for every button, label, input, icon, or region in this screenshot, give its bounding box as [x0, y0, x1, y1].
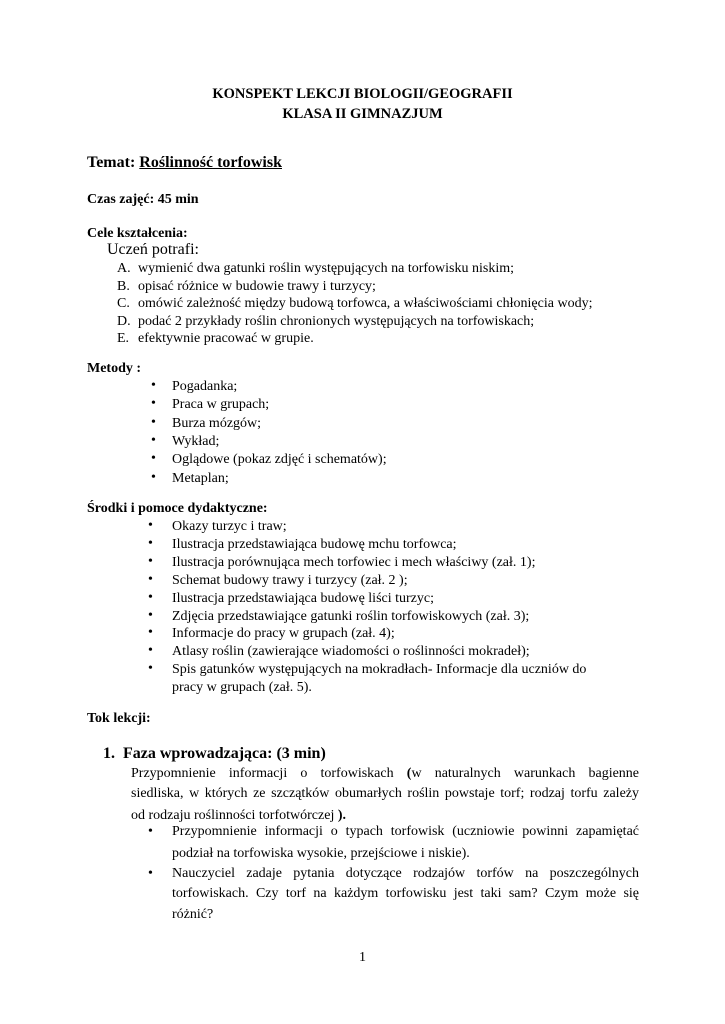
goal-item-text: efektywnie pracować w grupie.: [138, 331, 314, 346]
bullet-dot: •: [151, 378, 156, 393]
method-item: Oglądowe (pokaz zdjęć i schematów);: [172, 452, 387, 468]
para-text: w naturalnych warunkach bagienne: [411, 766, 640, 781]
method-item: Metaplan;: [172, 470, 229, 486]
bullet-dot: •: [148, 661, 153, 676]
para-bracket-open: (: [406, 766, 412, 781]
phase1-number: 1.: [103, 745, 115, 762]
document-title-line1: KONSPEKT LEKCJI BIOLOGII/GEOGRAFII: [212, 86, 513, 102]
lesson-heading: Tok lekcji:: [87, 711, 151, 726]
bullet-dot: •: [148, 625, 153, 641]
duration: Czas zajęć: 45 min: [87, 192, 199, 207]
bullet-dot: •: [148, 866, 153, 881]
bullet-dot: •: [148, 571, 153, 587]
goal-letter: A.: [117, 261, 131, 276]
bullet-dot: •: [151, 469, 156, 485]
bullet-dot: •: [148, 518, 153, 533]
phase1-para-line2: siedliska, w których ze szczątków obumarłych roślin powstaje torf; rodzaj torfu zależy: [131, 786, 639, 801]
bullet-dot: •: [151, 451, 156, 467]
bullet-dot: •: [148, 643, 153, 659]
goal-letter: D.: [117, 313, 131, 329]
page-number: 1: [359, 950, 366, 965]
bullet-dot: •: [151, 396, 156, 412]
goal-letter: C.: [117, 296, 130, 311]
goal-letter: B.: [117, 278, 130, 294]
resource-item-last-line1: Spis gatunków występujących na mokradłach- Informacje dla uczniów do: [172, 662, 587, 677]
bullet-dot: •: [148, 607, 153, 623]
bullet-dot: •: [148, 824, 153, 839]
phase1-bullet2-line2: torfowiskach. Czy torf na każdym torfowisku jest taki sam? Czym może się: [172, 886, 639, 901]
phase1-bullet1-line2: podział na torfowiska wysokie, przejściowe i niskie).: [172, 846, 470, 861]
resources-heading: Środki i pomoce dydaktyczne:: [87, 501, 268, 516]
phase1-title: Faza wprowadzająca: (3 min): [123, 745, 326, 762]
bullet-dot: •: [151, 432, 156, 448]
phase1-bullet1-line1: Przypomnienie informacji o typach torfowisk (uczniowie powinni zapamiętać: [172, 824, 639, 839]
method-item: Pogadanka;: [172, 379, 238, 394]
goals-heading: Cele kształcenia:: [87, 226, 188, 241]
goal-item-text: opisać różnice w budowie trawy i turzycy;: [138, 278, 376, 294]
methods-heading: Metody :: [87, 361, 142, 376]
goals-intro: Uczeń potrafi:: [107, 241, 199, 258]
resource-item: Atlasy roślin (zawierające wiadomości o roślinności mokradeł);: [172, 644, 530, 660]
document-title-line2: KLASA II GIMNAZJUM: [282, 106, 443, 122]
bullet-dot: •: [148, 535, 153, 551]
bullet-dot: •: [148, 589, 153, 605]
para-text: od rodzaju roślinności torfotwórczej: [131, 808, 335, 823]
resource-item: Ilustracja przedstawiająca budowę mchu torfowca;: [172, 536, 457, 552]
goal-item-text: wymienić dwa gatunki roślin występujących na torfowisku niskim;: [138, 261, 514, 276]
resource-item: Informacje do pracy w grupach (zał. 4);: [172, 626, 395, 642]
resource-item: Okazy turzyc i traw;: [172, 519, 287, 534]
topic-value: Roślinność torfowisk: [139, 154, 282, 171]
resource-item: Zdjęcia przedstawiające gatunki roślin torfowiskowych (zał. 3);: [172, 608, 530, 624]
phase1-bullet2-line3: różnić?: [172, 907, 214, 922]
resource-item: Schemat budowy trawy i turzycy (zał. 2 );: [172, 572, 408, 588]
bullet-dot: •: [148, 553, 153, 569]
para-bracket-close: ).: [337, 808, 346, 823]
goal-item-text: podać 2 przykłady roślin chronionych występujących na torfowiskach;: [138, 313, 535, 329]
goal-letter: E.: [117, 331, 130, 346]
topic: [87, 154, 282, 172]
resource-item: Ilustracja przedstawiająca budowę liści turzyc;: [172, 590, 434, 606]
goal-item-text: omówić zależność między budową torfowca, a właściwościami chłonięcia wody;: [138, 296, 593, 311]
method-item: Praca w grupach;: [172, 397, 270, 413]
para-text: Przypomnienie informacji o torfowiskach: [131, 766, 394, 781]
resource-item: Ilustracja porównująca mech torfowiec i mech właściwy (zał. 1);: [172, 554, 536, 570]
method-item: Burza mózgów;: [172, 415, 262, 431]
topic-label: Temat:: [87, 154, 136, 171]
bullet-dot: •: [151, 414, 156, 430]
phase1-bullet2-line1: Nauczyciel zadaje pytania dotyczące rodzajów torfów na poszczególnych: [172, 866, 639, 881]
method-item: Wykład;: [172, 433, 220, 449]
resource-item-last-line2: pracy w grupach (zał. 5).: [172, 680, 312, 695]
phase1-para-line1: [131, 764, 639, 784]
